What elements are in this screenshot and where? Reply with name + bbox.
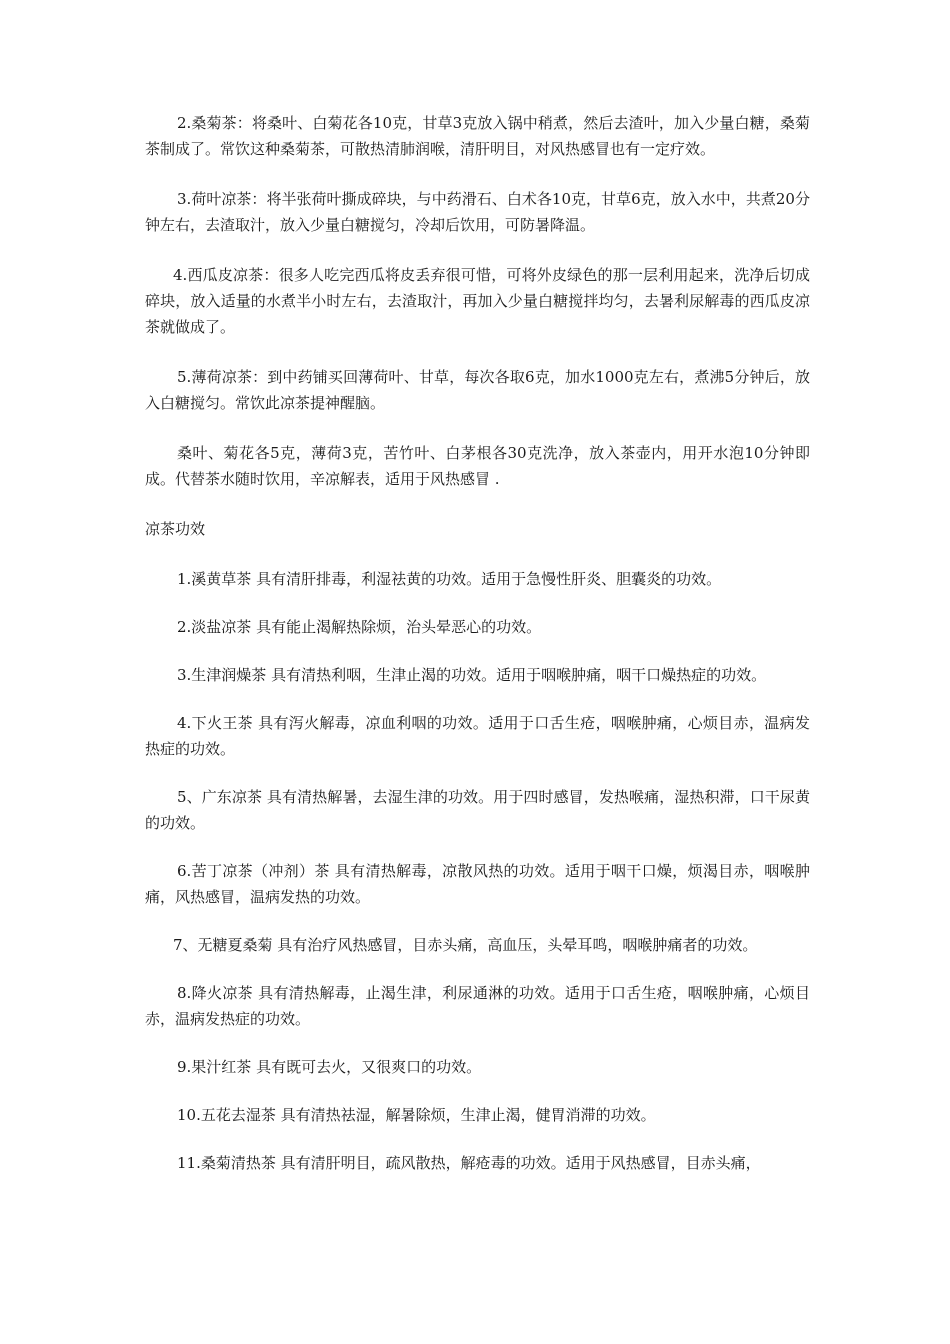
document-page — [145, 110, 810, 1198]
recipe-paragraph-heye: 3.荷叶凉茶：将半张荷叶撕成碎块，与中药滑石、白术各10克，甘草6克，放入水中，共煮20分钟左右，去渣取汁，放入少量白糖搅匀，冷却后饮用，可防暑降温。 — [145, 190, 810, 234]
effect-paragraph: 5、广东凉茶 具有清热解暑，去湿生津的功效。用于四时感冒，发热喉痛，湿热积滞，口干尿黄的功效。 — [145, 788, 810, 832]
recipe-paragraph-sangju: 2.桑菊茶：将桑叶、白菊花各10克，甘草3克放入锅中稍煮，然后去渣叶，加入少量白糖，桑菊茶制成了。常饮这种桑菊茶，可散热清肺润喉，清肝明目，对风热感冒也有一定疗效。 — [145, 114, 810, 158]
recipe-paragraph-bohe: 5.薄荷凉茶：到中药铺买回薄荷叶、甘草，每次各取6克，加水1000克左右，煮沸5分钟后，放入白糖搅匀。常饮此凉茶提神醒脑。 — [145, 368, 810, 412]
effect-paragraph: 7、无糖夏桑菊 具有治疗风热感冒，目赤头痛，高血压，头晕耳鸣，咽喉肿痛者的功效。 — [173, 936, 758, 954]
effect-paragraph: 8.降火凉茶 具有清热解毒，止渴生津，利尿通淋的功效。适用于口舌生疮，咽喉肿痛，心烦目赤，温病发热症的功效。 — [145, 984, 810, 1028]
effect-paragraph: 1.溪黄草茶 具有清肝排毒，利湿祛黄的功效。适用于急慢性肝炎、胆囊炎的功效。 — [177, 570, 722, 588]
effect-paragraph: 9.果汁红茶 具有既可去火，又很爽口的功效。 — [177, 1058, 482, 1076]
effect-paragraph: 6.苦丁凉茶（冲剂）茶 具有清热解毒，凉散风热的功效。适用于咽干口燥，烦渴目赤，咽喉肿痛，风热感冒，温病发热的功效。 — [145, 862, 810, 906]
effect-paragraph: 3.生津润燥茶 具有清热利咽，生津止渴的功效。适用于咽喉肿痛，咽干口燥热症的功效。 — [177, 666, 767, 684]
effect-paragraph: 4.下火王茶 具有泻火解毒，凉血利咽的功效。适用于口舌生疮，咽喉肿痛，心烦目赤，温病发热症的功效。 — [145, 714, 810, 758]
effect-paragraph: 2.淡盐凉茶 具有能止渴解热除烦，治头晕恶心的功效。 — [177, 618, 542, 636]
effect-paragraph: 10.五花去湿茶 具有清热祛湿，解暑除烦，生津止渴，健胃消滞的功效。 — [177, 1106, 656, 1124]
recipe-paragraph-xiguapi: 4.西瓜皮凉茶：很多人吃完西瓜将皮丢弃很可惜，可将外皮绿色的那一层利用起来，洗净后切成碎块，放入适量的水煮半小时左右，去渣取汁，再加入少量白糖搅拌均匀，去暑利尿解毒的西瓜皮凉茶就做成了。 — [145, 266, 810, 336]
section-heading: 凉茶功效 — [145, 520, 206, 538]
recipe-paragraph-sangye: 桑叶、菊花各5克，薄荷3克，苦竹叶、白茅根各30克洗净，放入茶壶内，用开水泡10分钟即成。代替茶水随时饮用，辛凉解表，适用于风热感冒 . — [145, 444, 810, 488]
effect-paragraph: 11.桑菊清热茶 具有清肝明目，疏风散热，解疮毒的功效。适用于风热感冒，目赤头痛， — [177, 1154, 761, 1172]
